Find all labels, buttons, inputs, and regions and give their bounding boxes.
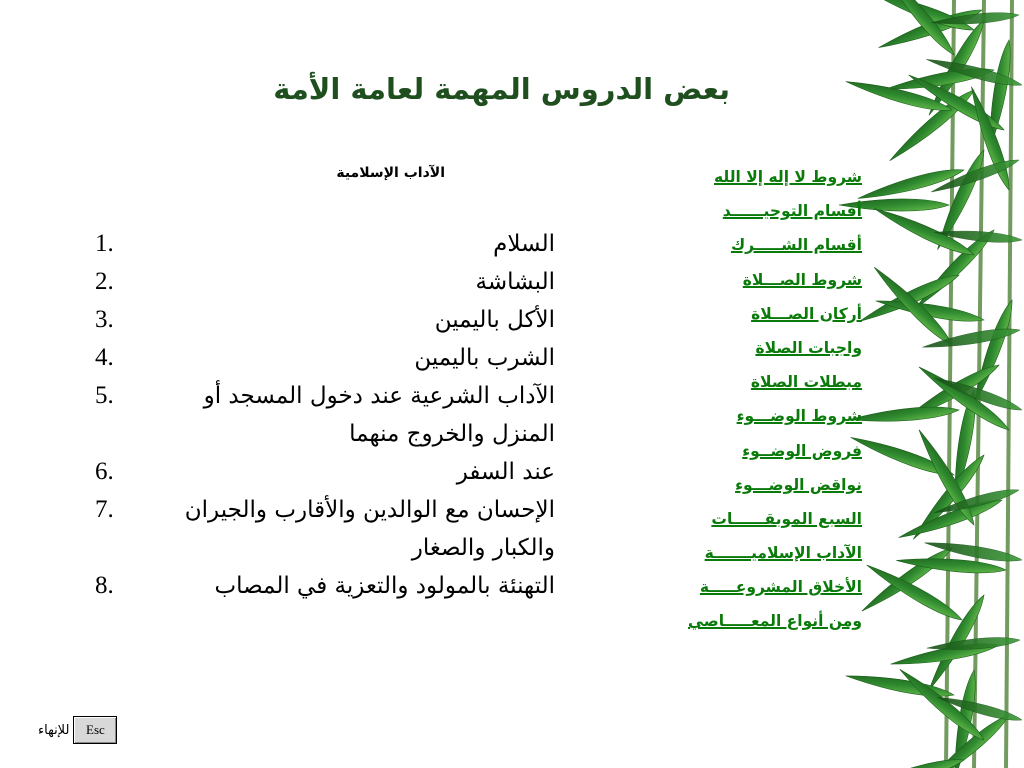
nav-link-prayer-invalidators[interactable]: مبطلات الصلاة [750, 373, 862, 392]
nav-item [600, 333, 862, 367]
nav-link-shirk-types[interactable]: أقسام الشـــــرك [730, 236, 862, 255]
nav-link-seven-destructive-sins[interactable]: السبع الموبقــــــات [711, 509, 862, 528]
list-item [95, 225, 555, 263]
list-item-number: 6. [95, 458, 114, 485]
esc-button[interactable]: Esc [73, 716, 117, 744]
nav-link-wudu-nullifiers[interactable]: نواقض الوضـــوء [735, 475, 862, 494]
list-item [95, 301, 555, 339]
list-item-number: 2. [95, 268, 114, 295]
list-item [95, 339, 555, 377]
list-item-number: 7. [95, 496, 114, 523]
list-item [95, 567, 555, 605]
list-item [95, 453, 555, 491]
list-item-number: 5. [95, 382, 114, 409]
nav-item [600, 299, 862, 333]
exit-label: للإنهاء [38, 722, 70, 738]
nav-item [600, 401, 862, 435]
nav-link-islamic-manners[interactable]: الآداب الإسلاميـــــــة [704, 544, 862, 563]
nav-link-wudu-obligations[interactable]: فروض الوضــوء [742, 441, 862, 460]
nav-link-prescribed-morals[interactable]: الأخلاق المشروعـــــة [699, 578, 862, 597]
section-subtitle: الآداب الإسلامية [336, 165, 445, 181]
list-item [95, 377, 555, 453]
list-item [95, 263, 555, 301]
list-item-number: 1. [95, 230, 114, 257]
nav-item [600, 162, 862, 196]
list-item-text: التهنئة بالمولود والتعزية في المصاب [214, 573, 555, 599]
nav-link-tawheed-types[interactable]: أقسام التوحيــــــد [722, 202, 862, 221]
nav-item [600, 230, 862, 264]
list-item-number: 8. [95, 572, 114, 599]
page-title: بعض الدروس المهمة لعامة الأمة [273, 72, 730, 106]
nav-item [600, 265, 862, 299]
nav-item [600, 436, 862, 470]
nav-link-prayer-pillars[interactable]: أركان الصـــلاة [751, 304, 862, 323]
list-item [95, 491, 555, 567]
nav-item [600, 367, 862, 401]
list-item-text: الشرب باليمين [414, 345, 555, 371]
list-item-text: الإحسان مع الوالدين والأقارب والجيران والكبار والصغار [184, 497, 555, 561]
nav-link-shahada-conditions[interactable]: شروط لا إله إلا الله [714, 168, 862, 186]
lessons-list [95, 225, 555, 605]
nav-item [600, 572, 862, 606]
nav-link-types-of-sins[interactable]: ومن أنواع المعـــــاصي [688, 612, 862, 631]
list-item-text: السلام [493, 231, 555, 257]
list-item-text: عند السفر [456, 459, 555, 485]
nav-item [600, 538, 862, 572]
list-item-text: الآداب الشرعية عند دخول المسجد أو المنزل والخروج منهما [203, 383, 555, 447]
list-item-number: 3. [95, 306, 114, 333]
nav-link-wudu-conditions[interactable]: شروط الوضـــوء [736, 407, 862, 426]
nav-item [600, 504, 862, 538]
list-item-text: البشاشة [475, 269, 555, 295]
nav-link-prayer-obligations[interactable]: واجبات الصلاة [755, 338, 862, 357]
navigation-links [600, 162, 862, 641]
nav-link-prayer-conditions[interactable]: شروط الصـــلاة [742, 270, 862, 289]
nav-item [600, 470, 862, 504]
nav-item [600, 196, 862, 230]
nav-item [600, 606, 862, 640]
list-item-number: 4. [95, 344, 114, 371]
list-item-text: الأكل باليمين [434, 307, 555, 333]
exit-control [38, 716, 117, 744]
bamboo-leaves-decoration [834, 0, 1024, 768]
